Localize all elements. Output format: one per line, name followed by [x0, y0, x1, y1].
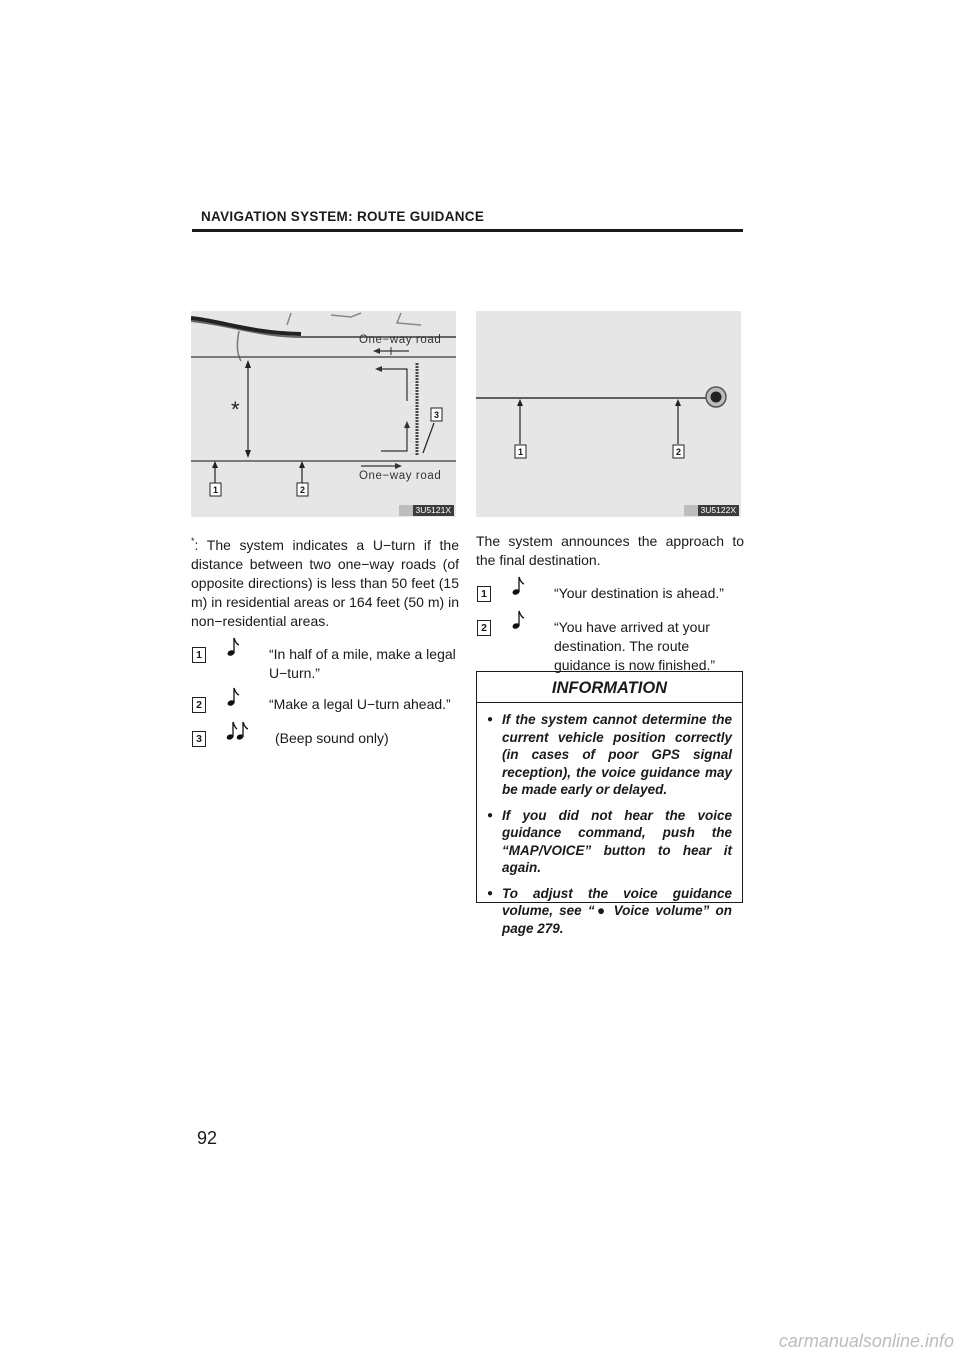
beep-note-icon — [507, 609, 533, 631]
callout-label-2: 2 — [675, 447, 682, 457]
information-title: INFORMATION — [477, 672, 742, 703]
watermark: carmanualsonline.info — [778, 1331, 954, 1351]
road-label-top: One−way road — [359, 334, 442, 346]
asterisk-mark: * — [231, 397, 240, 422]
item-text: “Your destination is ahead.” — [554, 585, 724, 601]
arrowhead — [517, 399, 523, 406]
arrowhead — [373, 348, 380, 354]
u-turn-note — [191, 532, 459, 631]
note-asterisk: * — [191, 536, 195, 546]
note-text: : The system indicates a U−turn if the distance between two one−way roads (of opposite directions) is less than 50 feet (15 m) in residential areas or 164 feet (50 m) in non−residential areas. — [191, 537, 459, 629]
arrowhead — [245, 360, 251, 368]
map-road-4 — [397, 313, 421, 325]
voice-item — [476, 618, 744, 675]
left-column — [191, 532, 459, 751]
arrowhead — [375, 366, 382, 372]
destination-center — [711, 392, 722, 403]
voice-item — [191, 729, 459, 751]
item-number: 3 — [192, 731, 206, 747]
beep-note-icon — [222, 686, 248, 708]
u-turn-map-svg — [191, 311, 456, 517]
callout-label-3: 3 — [433, 410, 440, 420]
information-box — [476, 671, 743, 936]
right-column — [476, 532, 744, 675]
item-text: “You have arrived at your destination. The route guidance is now finished.” — [554, 619, 716, 673]
route-line — [191, 318, 301, 334]
item-number: 2 — [477, 620, 491, 636]
callout-label-2: 2 — [299, 485, 306, 495]
figure-code: 3U5122X — [698, 505, 739, 516]
beep-note-icon — [222, 636, 248, 658]
item-number: 1 — [192, 647, 206, 663]
arrowhead — [212, 461, 218, 468]
double-beep-icon — [222, 720, 252, 742]
destination-map-svg — [476, 311, 741, 517]
arrowhead — [299, 461, 305, 468]
u-turn-path-top — [381, 369, 407, 401]
callout-label-1: 1 — [517, 447, 524, 457]
callout-label-1: 1 — [212, 485, 219, 495]
item-text: “In half of a mile, make a legal U−turn.” — [269, 646, 456, 681]
information-item: ● If the system cannot determine the current vehicle position correctly (in cases of poor GPS signal reception), the voice guidance may be made early or delayed. — [487, 711, 732, 799]
arrowhead — [395, 463, 402, 469]
voice-item — [191, 695, 459, 717]
page-number: 92 — [197, 1128, 218, 1148]
header-rule — [192, 229, 743, 232]
callout-leader-3 — [423, 423, 434, 453]
arrowhead — [245, 450, 251, 458]
destination-diagram — [476, 311, 741, 517]
information-item: ● If you did not hear the voice guidance command, push the “MAP/VOICE” button to hear it again. — [487, 807, 732, 877]
voice-item — [476, 584, 744, 606]
map-road-3 — [287, 313, 361, 325]
item-number: 2 — [192, 697, 206, 713]
item-number: 1 — [477, 586, 491, 602]
voice-item — [191, 645, 459, 683]
information-item: ● To adjust the voice guidance volume, see “● Voice volume” on page 279. — [487, 885, 732, 938]
arrowhead — [404, 421, 410, 428]
information-list — [477, 703, 742, 937]
page-header: NAVIGATION SYSTEM: ROUTE GUIDANCE — [201, 209, 485, 224]
u-turn-diagram — [191, 311, 456, 517]
beep-note-icon — [507, 575, 533, 597]
item-text: “Make a legal U−turn ahead.” — [269, 696, 451, 712]
item-text: (Beep sound only) — [275, 730, 389, 746]
arrowhead — [675, 399, 681, 406]
destination-intro: The system announces the approach to the final destination. — [476, 533, 744, 568]
u-turn-path-bottom — [381, 427, 407, 451]
road-label-bottom: One−way road — [359, 470, 442, 482]
figure-code: 3U5121X — [413, 505, 454, 516]
